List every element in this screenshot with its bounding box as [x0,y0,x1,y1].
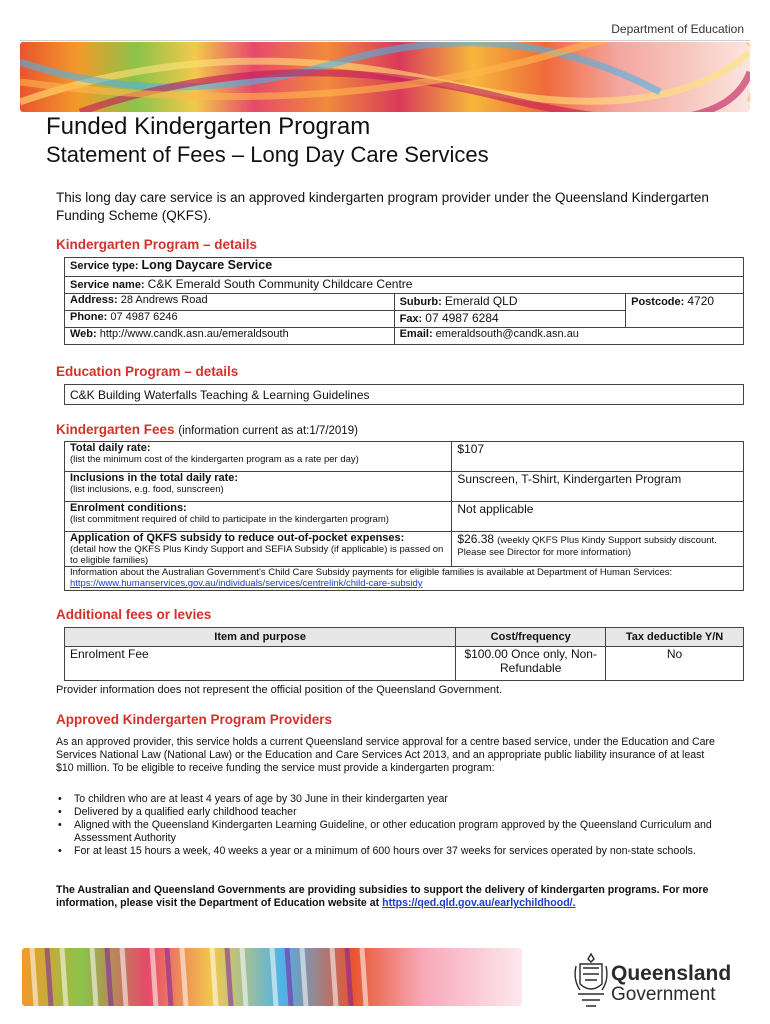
fax-value: 07 4987 6284 [425,311,499,325]
phone-label: Phone: [70,311,108,323]
disclaimer-text: Provider information does not represent the official position of the Queensland Government. [56,684,503,696]
document-title: Funded Kindergarten Program [46,113,371,140]
web-value[interactable]: http://www.candk.asn.au/emeraldsouth [99,328,289,340]
queensland-crest-icon [572,950,610,1012]
education-program-value: C&K Building Waterfalls Teaching & Learning Guidelines [65,385,744,405]
email-cell [394,328,743,345]
suburb-value: Emerald QLD [444,294,518,308]
service-name-cell [65,277,744,294]
ccs-info-text: Information about the Australian Government's Child Care Subsidy payments for eligible families is available at Department of Human Services: [70,567,673,578]
fee-row [65,442,744,472]
additional-fee-cost: $100.00 Once only, Non-Refundable [456,647,606,681]
additional-fees-heading: Additional fees or levies [56,607,212,622]
department-label: Department of Education [611,22,744,36]
web-label: Web: [70,328,97,340]
fee-label: Enrolment conditions: [70,502,187,514]
fee-label-cell [65,442,452,472]
intro-paragraph: This long day care service is an approved kindergarten program provider under the Queensland Kindergarten Funding Scheme (QKFS). [56,190,709,223]
column-header-cost: Cost/frequency [456,628,606,647]
fax-label: Fax: [399,313,423,325]
fees-current-note: (information current as at:1/7/2019) [178,425,358,437]
fee-label-cell [65,502,452,532]
postcode-cell [626,294,744,328]
fax-cell [394,311,626,328]
closing-text: The Australian and Queensland Governments are providing subsidies to support the delivery of kindergarten programs. For more information, please visit the Department of Education website at [56,884,709,909]
suburb-cell [394,294,626,311]
header-divider [20,40,750,41]
address-cell [65,294,395,311]
fee-hint: (list inclusions, e.g. food, sunscreen) [70,484,224,495]
fee-value: Not applicable [452,502,744,532]
column-header-item: Item and purpose [65,628,456,647]
logo-text-government: Government [611,984,716,1005]
decorative-banner-bottom [22,948,522,1006]
ccs-info-cell [65,567,744,591]
list-item: • For at least 15 hours a week, 40 weeks a year or a minimum of 600 hours over 37 weeks for services operated by non-state schools. [56,845,716,858]
logo-text-queensland: Queensland [611,962,732,985]
postcode-label: Postcode: [631,296,685,308]
education-details-heading: Education Program – details [56,364,239,379]
approved-providers-text: As an approved provider, this service holds a current Queensland service approval for a centre based service, under the Education and Care Services National Law (National Law) or the Education and Care Services Act 2013, and an appropriate public liability insurance of at least $10 million. To be eligible to receive funding the service must provide a kindergarten program: [56,736,715,774]
fee-label: Total daily rate: [70,442,151,454]
fee-value: $26.38 [457,532,495,546]
fee-row [65,532,744,567]
service-type-value: Long Daycare Service [141,258,273,272]
kindergarten-details-table [64,257,744,345]
education-website-link[interactable]: https://qed.qld.gov.au/earlychildhood/. [382,897,576,909]
decorative-banner-top [20,42,750,112]
kindergarten-fees-heading [56,422,358,437]
list-item: • To children who are at least 4 years of age by 30 June in their kindergarten year [56,793,716,806]
kindergarten-fees-table [64,441,744,591]
column-header-tax: Tax deductible Y/N [606,628,744,647]
additional-fees-table [64,627,744,681]
service-type-cell [65,258,744,277]
address-value: 28 Andrews Road [120,294,208,306]
ccs-link[interactable]: https://www.humanservices.gov.au/individuals/services/centrelink/child-care-subsidy [70,578,423,589]
fee-row [65,472,744,502]
fee-label-cell [65,472,452,502]
additional-fee-item: Enrolment Fee [65,647,456,681]
kindergarten-fees-title: Kindergarten Fees [56,422,175,437]
phone-value: 07 4987 6246 [110,311,178,323]
eligibility-list [56,793,716,858]
web-cell [65,328,395,345]
list-item: • Aligned with the Queensland Kindergarten Learning Guideline, or other education program approved by the Queensland Curriculum and Assessment Authority [56,819,716,845]
closing-paragraph [56,884,716,910]
fee-row [65,502,744,532]
fee-hint: (list the minimum cost of the kindergarten program as a rate per day) [70,454,359,465]
email-label: Email: [399,328,433,340]
fee-label: Application of QKFS subsidy to reduce out-of-pocket expenses: [70,532,405,544]
service-name-label: Service name: [70,279,145,291]
fee-hint: (detail how the QKFS Plus Kindy Support and SEFIA Subsidy (if applicable) is passed on to eligible families) [70,544,444,566]
postcode-value: 4720 [687,294,715,308]
service-type-label: Service type: [70,260,139,272]
fee-value: $107 [452,442,744,472]
fee-value-cell [452,532,744,567]
approved-providers-heading: Approved Kindergarten Program Providers [56,712,333,727]
fee-value-note: (weekly QKFS Plus Kindy Support subsidy discount. Please see Director for more information) [457,535,717,558]
additional-fee-tax: No [606,647,744,681]
table-row [65,647,744,681]
phone-cell [65,311,395,328]
service-name-value: C&K Emerald South Community Childcare Centre [147,277,413,291]
fee-hint: (list commitment required of child to participate in the kindergarten program) [70,514,389,525]
document-subtitle: Statement of Fees – Long Day Care Services [46,142,489,167]
suburb-label: Suburb: [399,296,442,308]
fee-value: Sunscreen, T-Shirt, Kindergarten Program [452,472,744,502]
address-label: Address: [70,294,118,306]
email-value[interactable]: emeraldsouth@candk.asn.au [435,328,579,340]
kindergarten-details-heading: Kindergarten Program – details [56,237,258,252]
list-item: • Delivered by a qualified early childhood teacher [56,806,716,819]
fee-label-cell [65,532,452,567]
fee-label: Inclusions in the total daily rate: [70,472,239,484]
education-details-table [64,384,744,405]
